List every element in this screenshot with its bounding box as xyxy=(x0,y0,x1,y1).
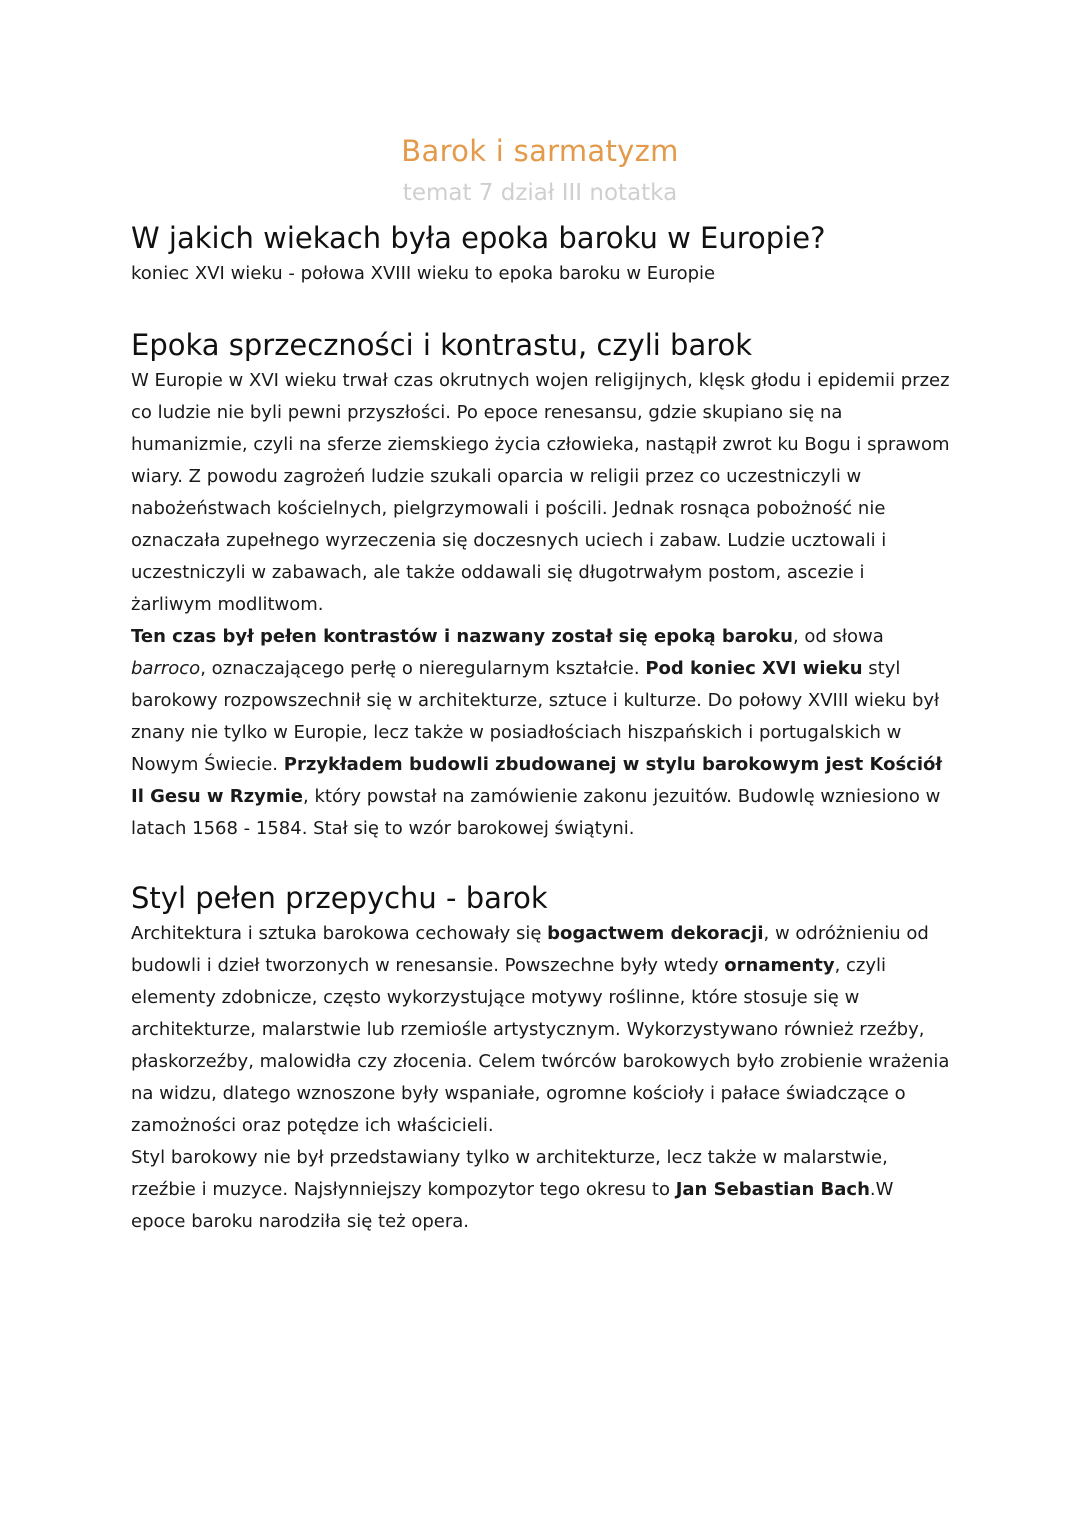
paragraph-text: , oznaczającego perłę o nieregularnym kształcie. xyxy=(200,658,646,679)
section-paragraph xyxy=(131,918,951,1142)
section-paragraph xyxy=(131,621,951,845)
page-subtitle: temat 7 dział III notatka xyxy=(402,180,678,206)
section-paragraph xyxy=(131,1142,951,1238)
section-baroque-centuries xyxy=(131,218,951,290)
paragraph-text: W Europie w XVI wieku trwał czas okrutnych wojen religijnych, klęsk głodu i epidemii przez co ludzie nie byli pewni przyszłości. Po epoce renesansu, gdzie skupiano się na humanizmie, czyli na sferze ziemskiego życia człowieka, nastąpił zwrot ku Bogu i sprawom wiary. Z powodu zagrożeń ludzie szukali oparcia w religii przez co uczestniczyli w nabożeństwach kościelnych, pielgrzymowali i pościli. Jednak rosnąca pobożność nie oznaczała zupełnego wyrzeczenia się doczesnych uciech i zabaw. Ludzie ucztowali i uczestniczyli w zabawach, ale także oddawali się długotrwałym postom, ascezie i żarliwym modlitwom. xyxy=(131,370,950,615)
bold-text: Ten czas był pełen kontrastów i nazwany został się epoką baroku xyxy=(131,626,793,647)
paragraph-text: .W epoce baroku narodziła się też opera. xyxy=(131,1179,894,1232)
paragraph-text: , który powstał na zamówienie zakonu jezuitów. Budowlę wzniesiono w latach 1568 - 1584. Stał się to wzór barokowej świątyni. xyxy=(131,786,941,839)
bold-text: Jan Sebastian Bach xyxy=(675,1179,870,1200)
section-heading: W jakich wiekach była epoka baroku w Europie? xyxy=(131,221,826,255)
bold-text: Pod koniec XVI wieku xyxy=(645,658,863,679)
section-paragraph xyxy=(131,365,951,621)
paragraph-text: styl barokowy rozpowszechnił się w architekturze, sztuce i kulturze. Do połowy XVIII wieku był znany nie tylko w Europie, lecz także w posiadłościach hiszpańskich i portugalskich w Nowym Świecie. xyxy=(131,658,940,775)
paragraph-text: Styl barokowy nie był przedstawiany tylko w architekturze, lecz także w malarstwie, rzeźbie i muzyce. Najsłynniejszy kompozytor tego okresu to xyxy=(131,1147,888,1200)
bold-text: ornamenty xyxy=(724,955,835,976)
bold-text: Przykładem budowli zbudowanej w stylu barokowym jest Kościół Il Gesu w Rzymie xyxy=(131,754,943,807)
italic-text: barroco xyxy=(131,658,201,679)
section-splendor-style xyxy=(131,878,951,1238)
paragraph-text: , czyli elementy zdobnicze, często wykorzystujące motywy roślinne, które stosuje się w architekturze, malarstwie lub rzemiośle artystycznym. Wykorzystywano również rzeźby, płaskorzeźby, malowidła czy złocenia. Celem twórców barokowych było zrobienie wrażenia na widzu, dlatego wznoszone były wspaniałe, ogromne kościoły i pałace świadczące o zamożności oraz potędze ich właścicieli. xyxy=(131,955,950,1136)
page-title: Barok i sarmatyzm xyxy=(401,134,679,168)
bold-text: bogactwem dekoracji xyxy=(547,923,764,944)
section-paragraph: koniec XVI wieku - połowa XVIII wieku to epoka baroku w Europie xyxy=(131,263,716,284)
paragraph-text: , w odróżnieniu od budowli i dzieł tworzonych w renesansie. Powszechne były wtedy xyxy=(131,923,929,976)
section-heading: Styl pełen przepychu - barok xyxy=(131,881,548,915)
section-heading: Epoka sprzeczności i kontrastu, czyli barok xyxy=(131,328,753,362)
paragraph-text: Architektura i sztuka barokowa cechowały się xyxy=(131,923,548,944)
section-contrast-epoch xyxy=(131,325,951,845)
paragraph-text: , od słowa xyxy=(792,626,884,647)
